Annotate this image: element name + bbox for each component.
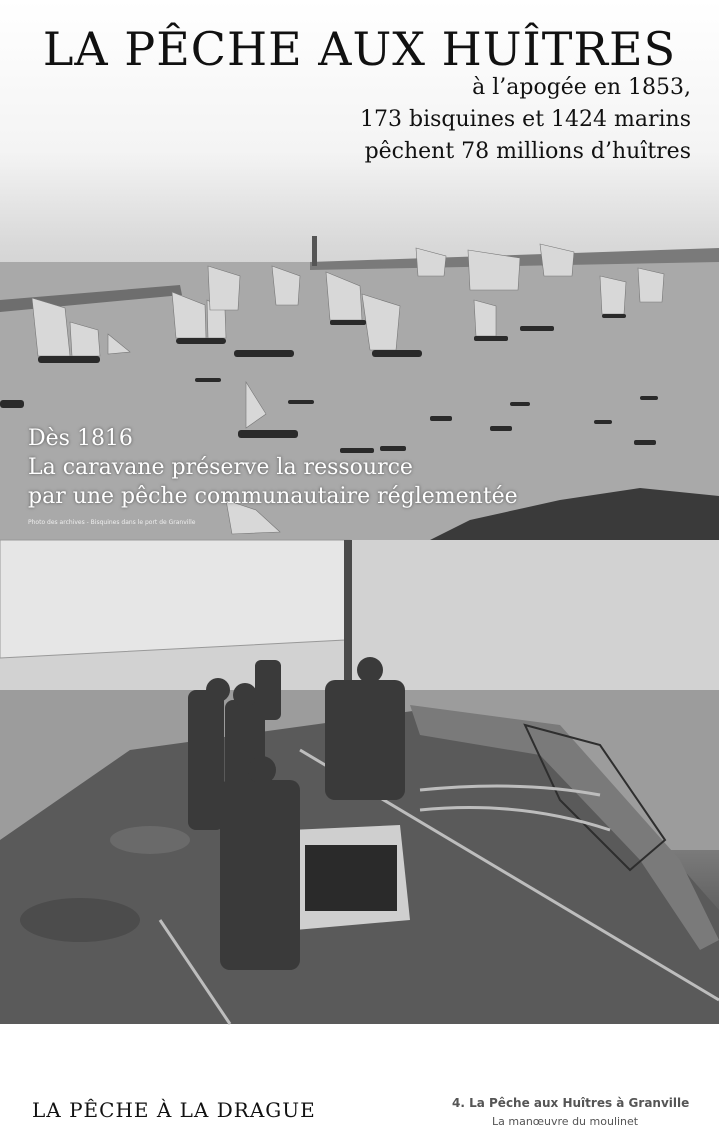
postcard-subcaption: La manœuvre du moulinet <box>492 1115 639 1128</box>
sail <box>0 540 350 658</box>
section-title: LA PÊCHE À LA DRAGUE <box>32 1098 316 1122</box>
rope-coil <box>20 898 140 942</box>
subtitle-line-2: 173 bisquines et 1424 marins <box>360 107 691 132</box>
overlay-line-2: La caravane préserve la ressource <box>28 455 413 480</box>
subtitle-line-3: pêchent 78 millions d’huîtres <box>364 139 691 164</box>
overlay-line-3: par une pêche communautaire réglementée <box>28 484 518 509</box>
boat-scene <box>0 540 719 1024</box>
postcard-caption: 4. La Pêche aux Huîtres à Granville <box>452 1096 690 1110</box>
page-title: LA PÊCHE AUX HUÎTRES <box>42 22 677 76</box>
harbor-photo <box>0 0 719 540</box>
subtitle-line-1: à l’apogée en 1853, <box>472 75 691 100</box>
drague-photo <box>0 540 719 1128</box>
photo-credit: Photo des archives - Bisquines dans le port de Granville <box>28 519 196 526</box>
lighthouse <box>312 236 317 266</box>
overlay-line-1: Dès 1816 <box>28 426 133 451</box>
